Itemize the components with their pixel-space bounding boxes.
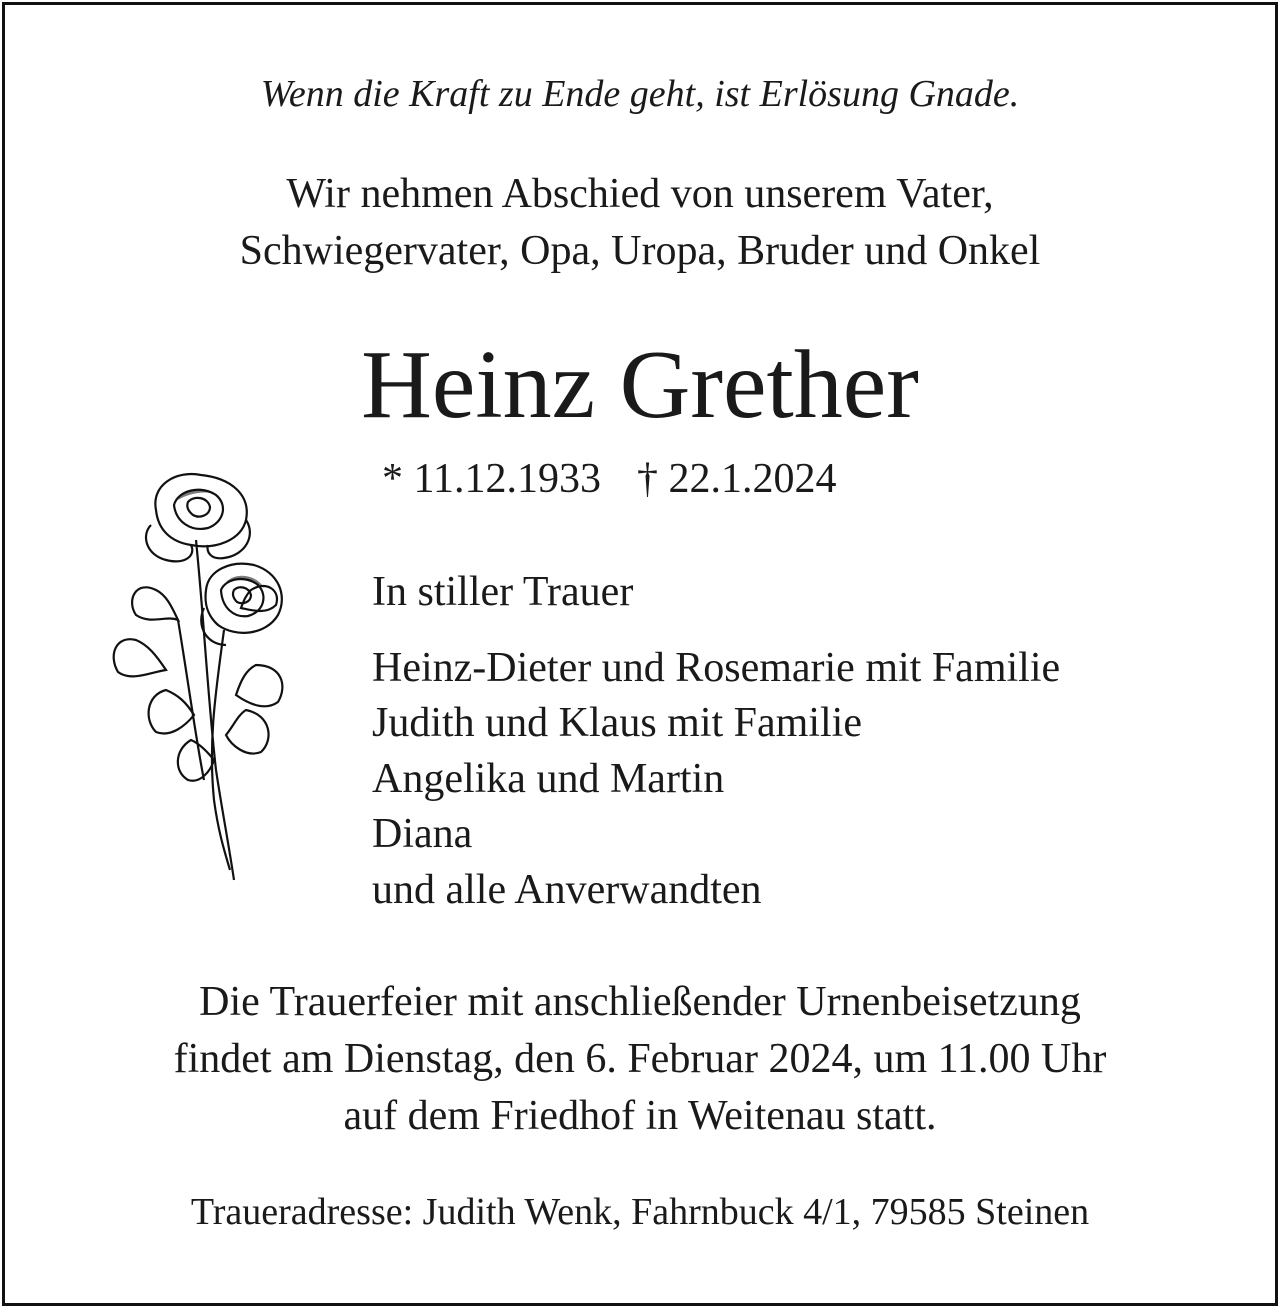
mourning-lead: In stiller Trauer <box>372 569 634 615</box>
mourner-name: Angelika und Martin <box>372 755 725 802</box>
motto: Wenn die Kraft zu Ende geht, ist Erlösung Gnade. <box>260 73 1020 115</box>
intro-line-2: Schwiegervater, Opa, Uropa, Bruder und Onkel <box>239 228 1041 274</box>
mourners-list <box>372 565 1060 918</box>
mourner-name: Diana <box>372 811 473 857</box>
deceased-name: Heinz Grether <box>361 331 919 439</box>
rose-bouquet-icon <box>96 440 306 890</box>
ceremony-line-1: Die Trauerfeier mit anschließender Urnenbeisetzung <box>199 979 1081 1025</box>
mourner-name: Heinz-Dieter und Rosemarie mit Familie <box>372 644 1061 691</box>
intro-text <box>0 166 1280 280</box>
ceremony-info <box>0 974 1280 1145</box>
life-dates <box>382 455 872 503</box>
ceremony-line-2: findet am Dienstag, den 6. Februar 2024, um 11.00 Uhr <box>173 1036 1107 1082</box>
mourner-name: Judith und Klaus mit Familie <box>372 700 862 746</box>
birth-date: * 11.12.1933 <box>382 456 601 502</box>
death-date: † 22.1.2024 <box>636 456 837 502</box>
mourning-address: Traueradresse: Judith Wenk, Fahrnbuck 4/1, 79585 Steinen <box>190 1191 1090 1233</box>
mourner-name: und alle Anverwandten <box>372 866 762 913</box>
ceremony-line-3: auf dem Friedhof in Weitenau statt. <box>343 1093 937 1139</box>
intro-line-1: Wir nehmen Abschied von unserem Vater, <box>286 171 994 217</box>
